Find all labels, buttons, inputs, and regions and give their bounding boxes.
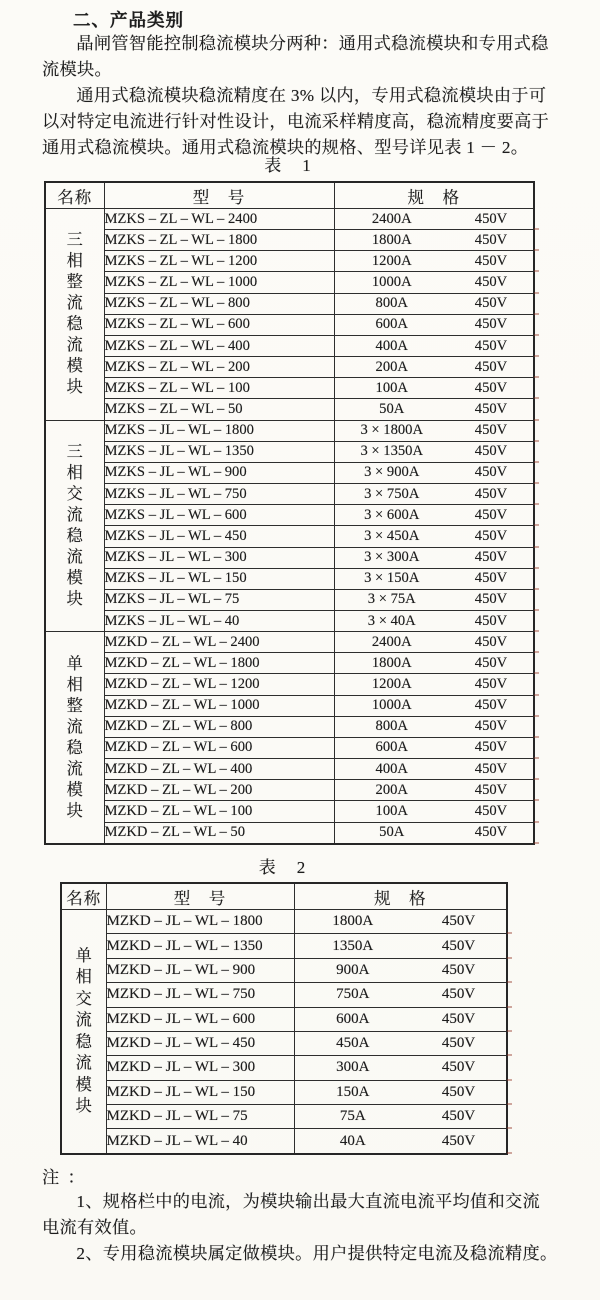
table-row [61,910,507,934]
voltage-cell: 450V [449,653,534,674]
model-cell: MZKS – ZL – WL – 1800 [104,230,334,251]
model-cell: MZKS – ZL – WL – 1200 [104,251,334,272]
voltage-cell: 450V [449,610,534,631]
voltage-cell: 450V [449,526,534,547]
voltage-cell: 450V [449,314,534,335]
text-line: 1、规格栏中的电流，为模块输出最大直流电流平均值和交流 [76,1192,540,1211]
text-line: 流模块。 [42,60,112,79]
voltage-cell: 450V [411,1007,507,1031]
table-row [45,589,534,610]
voltage-cell: 450V [449,737,534,758]
section-heading: 二、产品类别 [73,10,184,30]
model-cell: MZKD – ZL – WL – 600 [104,737,334,758]
table1-caption: 表 1 [264,156,313,175]
current-cell: 3 × 150A [334,568,449,589]
voltage-cell: 450V [411,934,507,958]
voltage-cell: 450V [449,822,534,844]
voltage-cell: 450V [411,1129,507,1154]
voltage-cell: 450V [449,357,534,378]
current-cell: 3 × 900A [334,462,449,483]
table-row [61,983,507,1007]
table-row [45,420,534,441]
voltage-cell: 450V [449,632,534,653]
category-name: 单 相 交 流 稳 流 模 块 [75,946,92,1115]
current-cell: 600A [334,314,449,335]
header-row [61,883,507,910]
voltage-cell: 450V [449,568,534,589]
table-row [45,293,534,314]
intro-paragraph [42,31,549,83]
model-cell: MZKS – ZL – WL – 600 [104,314,334,335]
voltage-cell: 450V [449,695,534,716]
model-cell: MZKD – ZL – WL – 1200 [104,674,334,695]
current-cell: 200A [334,357,449,378]
voltage-cell: 450V [411,1105,507,1129]
column-header-name: 名称 [61,883,106,910]
table-row [45,272,534,293]
table-row [45,759,534,780]
current-cell: 1000A [334,272,449,293]
model-cell: MZKS – JL – WL – 300 [104,547,334,568]
description-paragraph [42,83,550,161]
current-cell: 2400A [334,632,449,653]
voltage-cell: 450V [449,420,534,441]
table-row [45,441,534,462]
model-cell: MZKD – ZL – WL – 50 [104,822,334,844]
current-cell: 800A [334,716,449,737]
voltage-cell: 450V [449,759,534,780]
voltage-cell: 450V [411,1080,507,1104]
current-cell: 450A [294,1031,411,1055]
current-cell: 2400A [334,209,449,230]
voltage-cell: 450V [449,484,534,505]
current-cell: 1800A [294,910,411,934]
model-cell: MZKD – JL – WL – 450 [106,1031,294,1055]
voltage-cell: 450V [449,505,534,526]
current-cell: 3 × 1350A [334,441,449,462]
column-header-spec: 规 格 [294,883,507,910]
current-cell: 400A [334,759,449,780]
voltage-cell: 450V [449,209,534,230]
table-row [61,1080,507,1104]
current-cell: 40A [294,1129,411,1154]
voltage-cell: 450V [449,547,534,568]
voltage-cell: 450V [449,462,534,483]
column-header-name: 名称 [45,182,104,209]
voltage-cell: 450V [411,1031,507,1055]
model-cell: MZKS – ZL – WL – 2400 [104,209,334,230]
table2-grid [60,882,508,1155]
product-table-2 [60,882,506,1155]
model-cell: MZKS – ZL – WL – 200 [104,357,334,378]
voltage-cell: 450V [449,230,534,251]
current-cell: 1000A [334,695,449,716]
model-cell: MZKD – JL – WL – 900 [106,958,294,982]
model-cell: MZKS – JL – WL – 450 [104,526,334,547]
table-row [45,674,534,695]
voltage-cell: 450V [449,251,534,272]
category-name-cell [45,632,104,844]
category-name-cell [61,910,106,1155]
model-cell: MZKS – ZL – WL – 400 [104,335,334,356]
model-cell: MZKD – ZL – WL – 100 [104,801,334,822]
voltage-cell: 450V [449,378,534,399]
model-cell: MZKS – ZL – WL – 50 [104,399,334,420]
current-cell: 3 × 600A [334,505,449,526]
table-row [45,632,534,653]
model-cell: MZKD – ZL – WL – 2400 [104,632,334,653]
table-row [45,653,534,674]
current-cell: 1200A [334,674,449,695]
current-cell: 600A [334,737,449,758]
model-cell: MZKS – JL – WL – 1800 [104,420,334,441]
model-cell: MZKS – ZL – WL – 1000 [104,272,334,293]
table1-grid [44,181,535,845]
column-header-model: 型 号 [104,182,334,209]
voltage-cell: 450V [449,399,534,420]
current-cell: 600A [294,1007,411,1031]
model-cell: MZKD – JL – WL – 1800 [106,910,294,934]
model-cell: MZKD – JL – WL – 750 [106,983,294,1007]
table-row [61,1129,507,1154]
model-cell: MZKD – JL – WL – 75 [106,1105,294,1129]
model-cell: MZKD – ZL – WL – 1000 [104,695,334,716]
model-cell: MZKS – ZL – WL – 800 [104,293,334,314]
model-cell: MZKS – JL – WL – 600 [104,505,334,526]
category-name: 单 相 整 流 稳 流 模 块 [66,654,83,820]
table-row [61,1031,507,1055]
table-row [61,1105,507,1129]
voltage-cell: 450V [449,293,534,314]
model-cell: MZKS – JL – WL – 900 [104,462,334,483]
current-cell: 75A [294,1105,411,1129]
voltage-cell: 450V [449,589,534,610]
current-cell: 3 × 300A [334,547,449,568]
voltage-cell: 450V [449,441,534,462]
text-line: 电流有效值。 [42,1218,147,1237]
model-cell: MZKS – ZL – WL – 100 [104,378,334,399]
current-cell: 900A [294,958,411,982]
table-row [45,610,534,631]
table-row [45,209,534,230]
table-row [45,716,534,737]
category-name: 三 相 整 流 稳 流 模 块 [66,231,83,397]
notes-list [42,1189,558,1267]
table-row [45,526,534,547]
category-name-cell [45,209,104,421]
current-cell: 3 × 40A [334,610,449,631]
table-row [45,822,534,844]
table-row [45,547,534,568]
text-line: 以对特定电流进行针对性设计，电流采样精度高，稳流精度要高于 [42,112,550,131]
model-cell: MZKS – JL – WL – 750 [104,484,334,505]
table-row [45,357,534,378]
current-cell: 1200A [334,251,449,272]
current-cell: 3 × 75A [334,589,449,610]
model-cell: MZKS – JL – WL – 75 [104,589,334,610]
header-row [45,182,534,209]
current-cell: 50A [334,822,449,844]
model-cell: MZKD – JL – WL – 150 [106,1080,294,1104]
current-cell: 100A [334,378,449,399]
model-cell: MZKD – JL – WL – 600 [106,1007,294,1031]
table-row [45,695,534,716]
table-row [45,568,534,589]
voltage-cell: 450V [449,335,534,356]
voltage-cell: 450V [449,801,534,822]
table-row [61,958,507,982]
table-row [61,934,507,958]
current-cell: 1800A [334,653,449,674]
table-row [45,335,534,356]
voltage-cell: 450V [411,983,507,1007]
voltage-cell: 450V [411,910,507,934]
voltage-cell: 450V [411,1056,507,1080]
table-row [45,801,534,822]
column-header-spec: 规 格 [334,182,534,209]
table-row [45,399,534,420]
product-table-1 [44,181,533,845]
category-name: 三 相 交 流 稳 流 模 块 [66,442,83,608]
model-cell: MZKD – ZL – WL – 400 [104,759,334,780]
model-cell: MZKD – ZL – WL – 1800 [104,653,334,674]
text-line: 2、专用稳流模块属定做模块。用户提供特定电流及稳流精度。 [76,1244,558,1263]
text-line: 晶闸管智能控制稳流模块分两种：通用式稳流模块和专用式稳 [76,34,549,53]
text-line: 通用式稳流模块稳流精度在 3% 以内，专用式稳流模块由于可 [76,86,547,105]
table-row [45,378,534,399]
table-row [45,314,534,335]
model-cell: MZKS – JL – WL – 150 [104,568,334,589]
current-cell: 300A [294,1056,411,1080]
voltage-cell: 450V [449,716,534,737]
current-cell: 3 × 450A [334,526,449,547]
column-header-model: 型 号 [106,883,294,910]
current-cell: 3 × 1800A [334,420,449,441]
table-row [61,1056,507,1080]
model-cell: MZKD – ZL – WL – 200 [104,780,334,801]
current-cell: 1800A [334,230,449,251]
table-row [45,505,534,526]
voltage-cell: 450V [449,674,534,695]
current-cell: 750A [294,983,411,1007]
voltage-cell: 450V [449,780,534,801]
current-cell: 800A [334,293,449,314]
model-cell: MZKD – JL – WL – 40 [106,1129,294,1154]
model-cell: MZKD – ZL – WL – 800 [104,716,334,737]
current-cell: 100A [334,801,449,822]
voltage-cell: 450V [449,272,534,293]
current-cell: 1350A [294,934,411,958]
current-cell: 50A [334,399,449,420]
table-row [45,230,534,251]
table-row [45,462,534,483]
table-row [45,737,534,758]
table-row [45,484,534,505]
table-row [45,251,534,272]
table-row [45,780,534,801]
current-cell: 3 × 750A [334,484,449,505]
model-cell: MZKD – JL – WL – 1350 [106,934,294,958]
text-line: 通用式稳流模块。通用式稳流模块的规格、型号详见表 1 － 2。 [42,138,529,157]
notes-label: 注 ： [42,1168,87,1187]
model-cell: MZKS – JL – WL – 1350 [104,441,334,462]
table2-caption: 表 2 [258,858,308,877]
category-name-cell [45,420,104,632]
table-row [61,1007,507,1031]
current-cell: 150A [294,1080,411,1104]
current-cell: 400A [334,335,449,356]
current-cell: 200A [334,780,449,801]
voltage-cell: 450V [411,958,507,982]
model-cell: MZKD – JL – WL – 300 [106,1056,294,1080]
model-cell: MZKS – JL – WL – 40 [104,610,334,631]
